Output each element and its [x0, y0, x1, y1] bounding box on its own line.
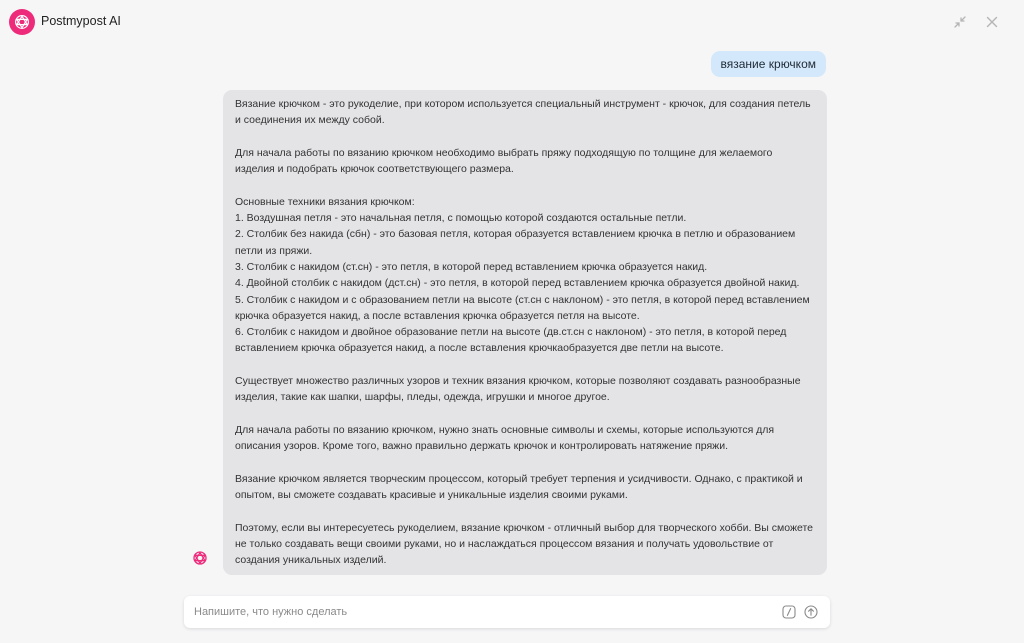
assistant-message-bubble: [223, 90, 827, 575]
technique-item-4: 4. Двойной столбик с накидом (дст.сн) - это петля, в которой перед вставлением крючка образуется двойной накид.: [235, 277, 800, 290]
app-logo-icon: [9, 9, 35, 35]
assistant-paragraph-7: Поэтому, если вы интересуетесь рукоделием, вязание крючком - отличный выбор для творческого хобби. Вы сможете не только создавать вещи своими руками, но и наслаждаться процессом вязания и получать удовольствие от создания уникальных изделий.: [235, 521, 813, 567]
title-bar: [0, 0, 1024, 44]
technique-item-3: 3. Столбик с накидом (ст.сн) - это петля, в которой перед вставлением крючка образуется накид.: [235, 260, 708, 273]
assistant-paragraph-4: Существует множество различных узоров и техник вязания крючком, которые позволяют создавать разнообразные изделия, такие как шапки, шарфы, пледы, одежда, игрушки и многое другое.: [235, 375, 801, 404]
ai-logo-icon: [192, 550, 208, 566]
techniques-heading: Основные техники вязания крючком:: [235, 195, 415, 208]
technique-item-6: 6. Столбик с накидом и двойное образование петли на высоте (дв.ст.сн с наклоном) - это петля, в которой перед вставлением крючка образуется накид, а после вставления крючкаобразуется две петли на высоте.: [235, 326, 787, 355]
assistant-paragraph-1: Вязание крючком - это рукоделие, при котором используется специальный инструмент - крючок, для создания петель и соединения их между собой.: [235, 98, 811, 127]
assistant-paragraph-2: Для начала работы по вязанию крючком необходимо выбрать пряжу подходящую по толщине для желаемого изделия и подобрать крючок соответствующего размера.: [235, 146, 773, 176]
close-icon[interactable]: [982, 12, 1002, 32]
slash-command-icon[interactable]: [781, 604, 797, 620]
technique-item-5: 5. Столбик с накидом и с образованием петли на высоте (ст.сн с наклоном) - это петля, в которой перед вставлением крючка образуется накид, а после вставления крючка образуется петля на высоте.: [235, 293, 810, 322]
message-composer: [184, 596, 830, 628]
assistant-paragraph-5: Для начала работы по вязанию крючком, нужно знать основные символы и схемы, которые используются для описания узоров. Кроме того, важно правильно держать крючок и контролировать натяжение пряжи.: [235, 423, 775, 453]
send-arrow-icon[interactable]: [803, 604, 819, 620]
app-title: Postmypost AI: [41, 14, 121, 28]
user-message-bubble: вязание крючком: [711, 51, 826, 77]
technique-item-2: 2. Столбик без накида (сбн) - это базовая петля, которая образуется вставлением крючка в петлю и образованием петли из пряжи.: [235, 228, 796, 257]
collapse-arrows-icon[interactable]: [950, 12, 970, 32]
assistant-paragraph-6: Вязание крючком является творческим процессом, который требует терпения и усидчивости. Однако, с практикой и опытом, вы сможете создавать красивые и уникальные изделия своими руками.: [235, 472, 803, 502]
technique-item-1: 1. Воздушная петля - это начальная петля, с помощью которой создаются остальные петли.: [235, 212, 687, 225]
message-input[interactable]: [192, 605, 756, 619]
